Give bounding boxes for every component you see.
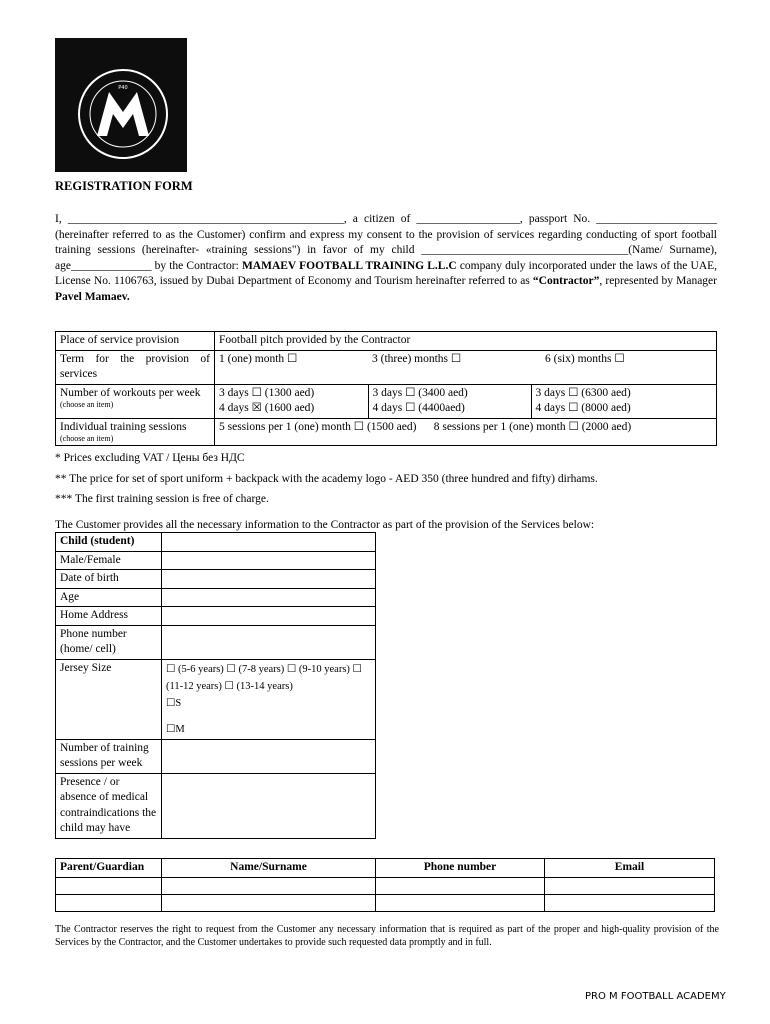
child-header-value[interactable] bbox=[162, 533, 376, 552]
workouts-6-months[interactable] bbox=[531, 384, 717, 418]
address-label: Home Address bbox=[56, 607, 162, 626]
workouts-choose-hint: (choose an item) bbox=[60, 400, 114, 410]
parent-row1-label[interactable] bbox=[56, 877, 162, 894]
individual-choose-hint: (choose an item) bbox=[60, 434, 114, 444]
gender-field[interactable] bbox=[162, 551, 376, 570]
service-table bbox=[55, 331, 717, 446]
individual-label: Individual training sessions bbox=[60, 420, 187, 433]
footer-disclaimer: The Contractor reserves the right to request from the Customer any necessary information that is required as part of the proper and high-quality provision of the Services by the Contractor, and the Customer undertakes to provide such requested data promptly and in full. bbox=[55, 924, 719, 948]
logo-sub-text: P40 bbox=[118, 85, 128, 91]
workouts-1m-3days[interactable]: 3 days ☐ (1300 aed) bbox=[219, 386, 315, 399]
intro-consent: (hereinafter referred to as the Customer) confirm and express my consent to the provision of services regarding conducting of sport football training sessions (hereinafter- «training sessions") in favor of my child bbox=[55, 228, 717, 257]
parent-row1-phone[interactable] bbox=[376, 877, 545, 894]
phone-field[interactable] bbox=[162, 625, 376, 659]
intro-passport: , passport No. bbox=[519, 213, 591, 225]
workouts-3m-4days[interactable]: 4 days ☐ (4400aed) bbox=[372, 402, 465, 415]
age-blank[interactable]: ______________ bbox=[70, 259, 152, 272]
intro-company-desc: company duly incorporated under the laws of the UAE, License No. 1106763, issued by Dubai Department of Economy and Tourism hereinafter referred to as bbox=[55, 259, 718, 288]
address-field[interactable] bbox=[162, 607, 376, 626]
workouts-6m-3days[interactable]: 3 days ☐ (6300 aed) bbox=[535, 386, 631, 399]
child-header: Child (student) bbox=[56, 533, 162, 552]
logo-emblem bbox=[55, 38, 187, 172]
passport-blank[interactable]: _____________________ bbox=[596, 213, 718, 225]
parent-row2-name[interactable] bbox=[162, 894, 376, 911]
individual-label-cell bbox=[56, 418, 215, 445]
provide-info-text: The Customer provides all the necessary information to the Contractor as part of the provision of the Services below: bbox=[55, 519, 595, 531]
medical-field[interactable] bbox=[162, 773, 376, 838]
jersey-size-s[interactable]: ☐S bbox=[166, 698, 182, 710]
workouts-3-months[interactable] bbox=[368, 384, 531, 418]
workouts-3m-3days[interactable]: 3 days ☐ (3400 aed) bbox=[372, 386, 468, 399]
parent-row2-phone[interactable] bbox=[376, 894, 545, 911]
jersey-age-options[interactable]: ☐ (5-6 years) ☐ (7-8 years) ☐ (9-10 years) ☐ (11-12 years) ☐ (13-14 years) bbox=[166, 663, 362, 692]
workouts-label: Number of workouts per week bbox=[60, 386, 201, 399]
manager-name: Pavel Mamaev. bbox=[55, 290, 130, 303]
workouts-label-cell bbox=[56, 384, 215, 418]
name-blank[interactable]: ________________________________________________ bbox=[67, 213, 344, 225]
citizenship-blank[interactable]: __________________ bbox=[416, 213, 520, 225]
dob-label: Date of birth bbox=[56, 570, 162, 589]
company-name: MAMAEV FOOTBALL TRAINING L.L.C bbox=[241, 259, 457, 272]
parent-row2-label[interactable] bbox=[56, 894, 162, 911]
jersey-label: Jersey Size bbox=[56, 659, 162, 739]
dob-field[interactable] bbox=[162, 570, 376, 589]
workouts-6m-4days[interactable]: 4 days ☐ (8000 aed) bbox=[535, 402, 631, 415]
parent-info-table bbox=[55, 858, 715, 912]
intro-citizen: , a citizen of bbox=[343, 213, 411, 225]
workouts-1m-4days[interactable]: 4 days ☒ (1600 aed) bbox=[219, 402, 315, 415]
intro-age: (Name/ Surname), age bbox=[55, 244, 717, 272]
individual-8-sessions-option[interactable]: 8 sessions per 1 (one) month ☐ (2000 aed) bbox=[433, 420, 632, 433]
individual-options[interactable] bbox=[215, 418, 717, 445]
page-title: REGISTRATION FORM bbox=[55, 179, 193, 193]
intro-by-contractor: by the Contractor: bbox=[154, 259, 239, 272]
note-vat: * Prices excluding VAT / Цены без НДС bbox=[55, 452, 245, 464]
email-header: Email bbox=[545, 859, 715, 878]
contractor-term: “Contractor” bbox=[532, 275, 600, 288]
sessions-label: Number of training sessions per week bbox=[56, 739, 162, 773]
place-label: Place of service provision bbox=[56, 332, 215, 351]
age-label: Age bbox=[56, 588, 162, 607]
intro-i: I, bbox=[55, 213, 62, 225]
individual-5-sessions-option[interactable]: 5 sessions per 1 (one) month ☐ (1500 aed) bbox=[219, 420, 417, 433]
place-value: Football pitch provided by the Contractor bbox=[215, 332, 717, 351]
jersey-size-options[interactable] bbox=[162, 659, 376, 739]
phone-number-header: Phone number bbox=[376, 859, 545, 878]
parent-row2-email[interactable] bbox=[545, 894, 715, 911]
child-name-blank[interactable]: ____________________________________ bbox=[421, 244, 629, 257]
parent-row1-name[interactable] bbox=[162, 877, 376, 894]
gender-label: Male/Female bbox=[56, 551, 162, 570]
price-notes bbox=[55, 451, 717, 513]
note-free-session: *** The first training session is free of charge. bbox=[55, 493, 269, 506]
term-label: Term for the provision of services bbox=[56, 350, 215, 384]
workouts-1-month[interactable] bbox=[215, 384, 369, 418]
parent-header: Parent/Guardian bbox=[56, 859, 162, 878]
intro-represented: , represented by Manager bbox=[599, 275, 717, 288]
academy-name: PRO M FOOTBALL ACADEMY bbox=[585, 991, 726, 1002]
jersey-size-m[interactable]: ☐M bbox=[166, 723, 185, 735]
medical-label: Presence / or absence of medical contraindications the child may have bbox=[56, 773, 162, 838]
intro-paragraph bbox=[55, 212, 717, 305]
term-6-months-option[interactable]: 6 (six) months ☐ bbox=[531, 350, 717, 384]
note-uniform: ** The price for set of sport uniform + backpack with the academy logo - AED 350 (three hundred and fifty) dirhams. bbox=[55, 472, 598, 485]
name-surname-header: Name/Surname bbox=[162, 859, 376, 878]
term-3-months-option[interactable]: 3 (three) months ☐ bbox=[368, 350, 531, 384]
sessions-field[interactable] bbox=[162, 739, 376, 773]
parent-row1-email[interactable] bbox=[545, 877, 715, 894]
age-field[interactable] bbox=[162, 588, 376, 607]
child-info-table bbox=[55, 532, 376, 839]
term-1-month-option[interactable]: 1 (one) month ☐ bbox=[215, 350, 369, 384]
academy-logo bbox=[55, 38, 187, 172]
phone-label: Phone number (home/ cell) bbox=[56, 625, 162, 659]
